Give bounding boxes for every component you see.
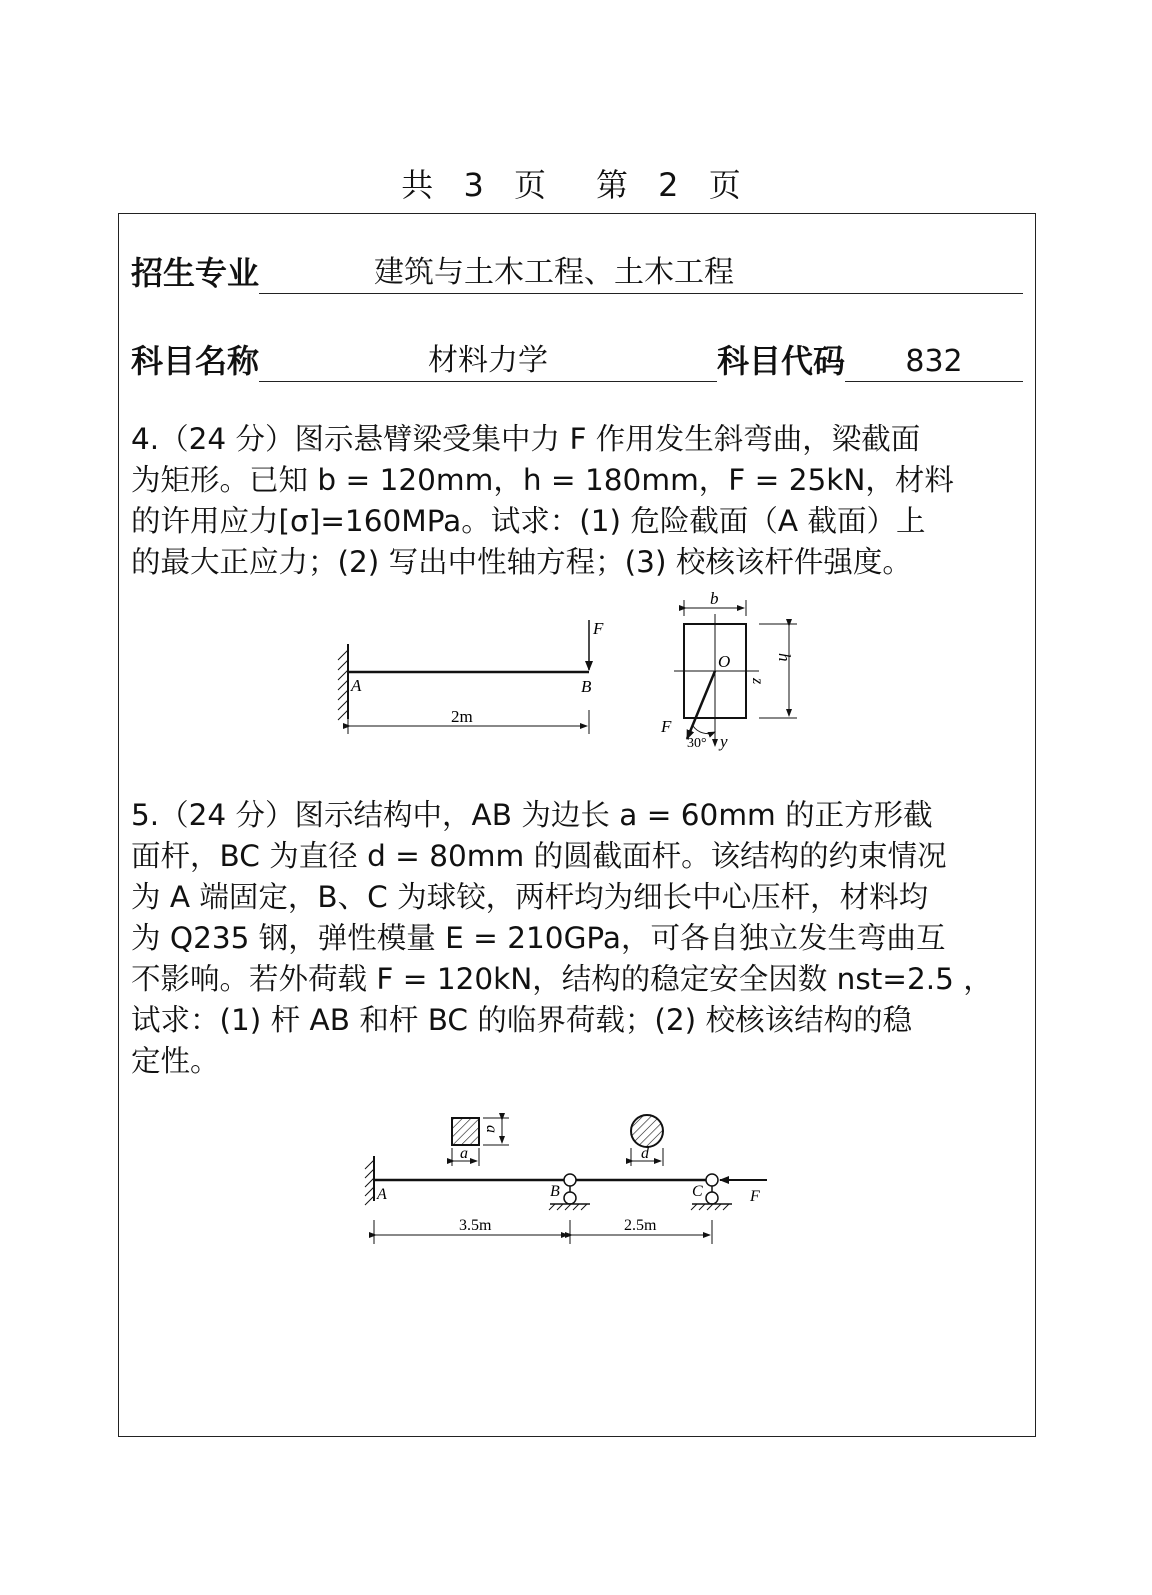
code-value: 832 [845, 342, 1023, 382]
origin-label: O [718, 652, 731, 671]
axial-force-label: F [750, 1188, 760, 1205]
point-a-label: A [377, 1186, 387, 1203]
wall-hatch [365, 1160, 374, 1205]
q4-line: 的最大正应力；(2) 写出中性轴方程；(3) 校核该杆件强度。 [131, 545, 912, 579]
width-label: b [710, 589, 719, 608]
q5-line: 试求：(1) 杆 AB 和杆 BC 的临界荷载；(2) 校核该结构的稳 [131, 1003, 913, 1037]
hinge-c [706, 1174, 718, 1186]
q5-line: 5.（24 分）图示结构中，AB 为边长 a = 60mm 的正方形截 [131, 798, 933, 832]
point-b-label: B [550, 1183, 560, 1200]
q5-line: 为 A 端固定，B、C 为球铰，两杆均为细长中心压杆，材料均 [131, 880, 929, 914]
q5-line: 面杆，BC 为直径 d = 80mm 的圆截面杆。该结构的约束情况 [131, 839, 947, 873]
point-a-label: A [351, 676, 362, 695]
point-b-label: B [581, 677, 592, 696]
exam-frame [118, 213, 1036, 1437]
column-diagram [365, 1115, 767, 1244]
section-force-label: F [661, 717, 672, 736]
z-label: z [749, 678, 766, 685]
height-label: h [775, 653, 794, 662]
diameter-label: d [641, 1145, 649, 1162]
point-c-label: C [692, 1183, 703, 1200]
angle-label: 30° [687, 736, 707, 751]
span-ab-label: 3.5m [459, 1217, 492, 1234]
q5-line: 定性。 [131, 1044, 220, 1078]
major-value: 建筑与土木工程、土木工程 [259, 254, 1023, 294]
subject-label: 科目名称 [131, 342, 260, 380]
square-section [452, 1118, 479, 1145]
square-width-label: a [460, 1145, 468, 1162]
q5-line: 不影响。若外荷载 F = 120kN，结构的稳定安全因数 nst=2.5 ， [131, 962, 993, 996]
square-height-label: a [483, 1125, 500, 1133]
page-total: 共 3 页 [401, 166, 556, 204]
q5-figure [119, 214, 1035, 1436]
force-label: F [593, 619, 604, 638]
y-label: y [720, 732, 728, 751]
circle-section [631, 1115, 663, 1147]
span-label: 2m [451, 707, 473, 726]
major-label: 招生专业 [131, 254, 260, 292]
subject-value: 材料力学 [259, 342, 717, 382]
page-header [0, 160, 1152, 206]
span-bc-label: 2.5m [624, 1217, 657, 1234]
q4-line: 为矩形。已知 b = 120mm，h = 180mm，F = 25kN，材料 [131, 463, 954, 497]
code-label: 科目代码 [717, 342, 846, 380]
page-current: 第 2 页 [596, 166, 751, 204]
q4-line: 的许用应力[σ]=160MPa。试求：(1) 危险截面（A 截面）上 [131, 504, 926, 538]
q4-line: 4.（24 分）图示悬臂梁受集中力 F 作用发生斜弯曲，梁截面 [131, 422, 921, 456]
hinge-b [564, 1174, 576, 1186]
q5-line: 为 Q235 钢，弹性模量 E = 210GPa，可各自独立发生弯曲互 [131, 921, 946, 955]
